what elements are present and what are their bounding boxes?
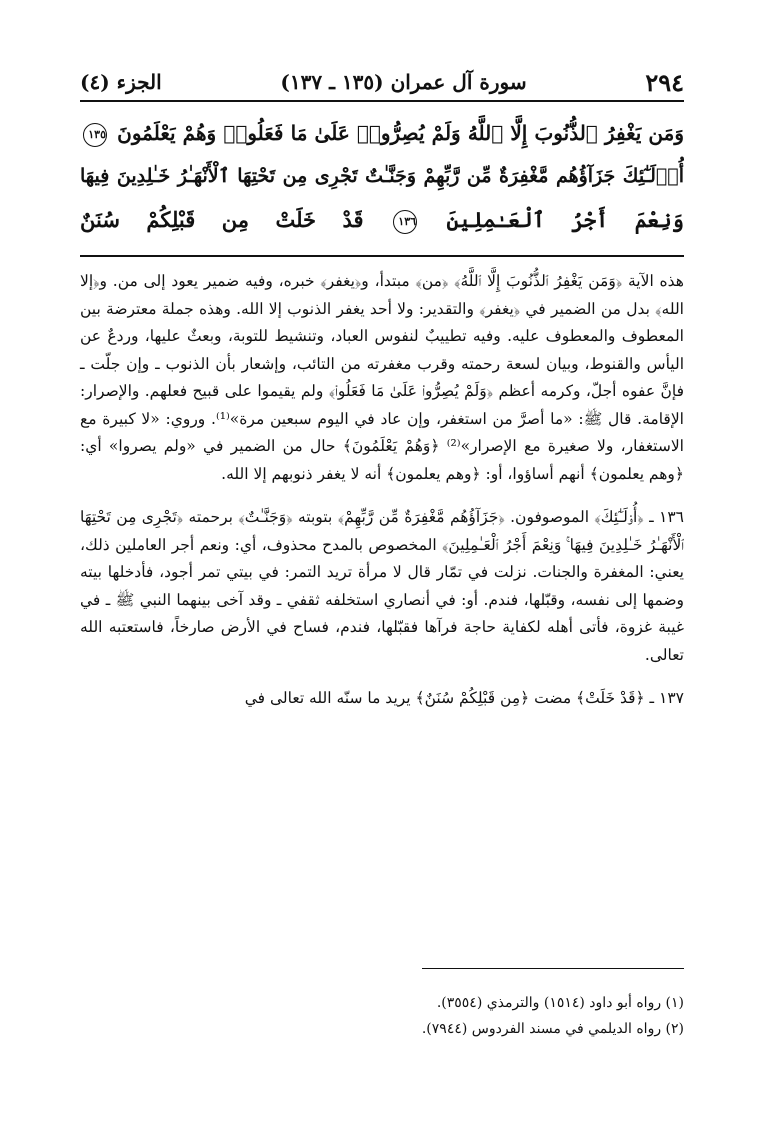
- verse-number-marker: ١٣٥: [83, 123, 107, 147]
- header-rule: [80, 100, 684, 102]
- page-header: [80, 62, 684, 102]
- juz-label: الجزء (٤): [80, 70, 162, 94]
- footnotes: [80, 990, 684, 1042]
- tafsir-paragraph: هذه الآية ﴿وَمَن يَغْفِرُ ٱلذُّنُوبَ إِلَّا ٱللَّهُ﴾ ﴿من﴾ مبتدأ، و﴿يغفر﴾ خبره، وفيه ضمير يعود إلى من. و﴿إلا الله﴾ بدل من الضمير في ﴿يغفر﴾ والتقدير: ولا أحد يغفر الذنوب إلا الله. وهذه جملة معترضة بين المعطوف والمعطوف عليه. وفيه تطييبٌ لنفوس العباد، وتنشيط للتوبة، وبعثٌ عليها، وردعٌ عن اليأس والقنوط، وبيان لسعة رحمته وقرب مغفرته من التائب، وإشعار بأن الذنوب ـ وإن جلّت ـ فإنَّ عفوه أجلّ، وكرمه أعظم ﴿وَلَمْ يُصِرُّوا۟ عَلَىٰ مَا فَعَلُوا۟﴾ ولم يقيموا على قبيح فعلهم. والإصرار: الإقامة. قال ﷺ: «ما أصرَّ من استغفر، وإن عاد في اليوم سبعين مرة»⁽¹⁾. وروي: «لا كبيرة مع الاستغفار، ولا صغيرة مع الإصرار»⁽²⁾ ﴿وَهُمْ يَعْلَمُونَ﴾ حال من الضمير في «ولم يصروا» أي: ﴿وهم يعلمون﴾ أنهم أساؤوا، أو: ﴿وهم يعلمون﴾ أنه لا يغفر ذنوبهم إلا الله.: [80, 272, 684, 483]
- page-number: ٢٩٤: [645, 67, 684, 97]
- footnote: (١) رواه أبو داود (١٥١٤) والترمذي (٣٥٥٤).: [436, 995, 684, 1011]
- verse-line: [80, 155, 684, 198]
- footnote-rule: [422, 968, 684, 969]
- verse-line: [80, 198, 684, 241]
- verse-text: وَنِعْمَ أَجْرُ ٱلْعَـٰمِلِينَ: [446, 207, 684, 232]
- verse-text: قَدْ خَلَتْ مِن قَبْلِكُمْ سُنَنٌ: [80, 207, 364, 232]
- quran-verses: [80, 112, 684, 252]
- tafsir-paragraph: ١٣٧ ـ ﴿قَدْ خَلَتْ﴾ مضت ﴿مِن قَبْلِكُمْ سُنَنٌ﴾ يريد ما سنّه الله تعالى في: [244, 689, 684, 707]
- verse-text: وَمَن يَغْفِرُ ٱلذُّنُوبَ إِلَّا ٱللَّهُ وَلَمْ يُصِرُّوا۟ عَلَىٰ مَا فَعَلُوا۟ وَهُمْ يَعْلَمُونَ: [117, 121, 684, 145]
- verse-text: أُو۟لَـٰٓئِكَ جَزَآؤُهُم مَّغْفِرَةٌ مِّن رَّبِّهِمْ وَجَنَّـٰتٌ تَجْرِى مِن تَحْتِهَا ٱلْأَنْهَـٰرُ خَـٰلِدِينَ فِيهَا: [80, 165, 684, 187]
- verse-line: [80, 112, 684, 155]
- verse-number-marker: ١٣٦: [393, 210, 417, 234]
- surah-title: سورة آل عمران (١٣٥ ـ ١٣٧): [280, 70, 527, 94]
- tafsir-paragraph: ١٣٦ ـ ﴿أُو۟لَـٰٓئِكَ﴾ الموصوفون. ﴿جَزَآؤُهُم مَّغْفِرَةٌ مِّن رَّبِّهِمْ﴾ بتوبته ﴿وَجَنَّـٰتٌ﴾ برحمته ﴿تَجْرِى مِن تَحْتِهَا ٱلْأَنْهَـٰرُ خَـٰلِدِينَ فِيهَا ۚ وَنِعْمَ أَجْرُ ٱلْعَـٰمِلِينَ﴾ المخصوص بالمدح محذوف، أي: ونعم أجر العاملين ذلك، يعني: المغفرة والجنات. نزلت في تمّار قال لا مرأة تريد التمر: في بيتي تمر أجود، فأدخلها بيته وضمها إلى نفسه، وقبّلها، فندم. أو: في أنصاري استخلفه ثقفي ـ وقد آخى بينهما النبي ﷺ ـ في غيبة غزوة، فأتى أهله لكفاية حاجة فرآها فقبّلها، فندم، فساح في الأرض صارخاً، فاستعتبه الله تعالى.: [80, 508, 684, 664]
- footnote: (٢) رواه الديلمي في مسند الفردوس (٧٩٤٤).: [421, 1021, 684, 1037]
- tafsir-body: [80, 268, 684, 713]
- verses-rule: [80, 255, 684, 257]
